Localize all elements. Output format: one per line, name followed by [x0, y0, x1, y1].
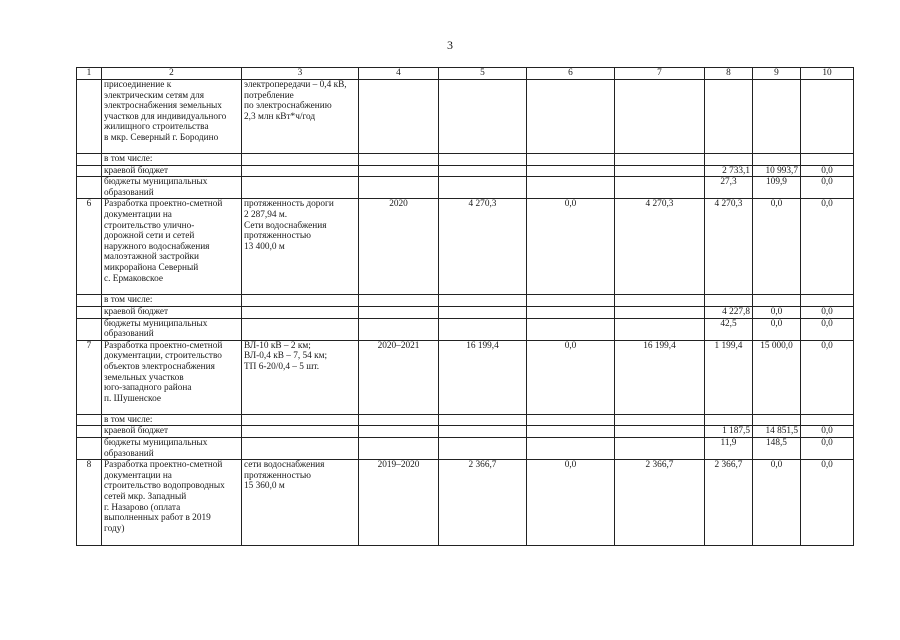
item-number: 6: [77, 199, 102, 295]
cell-value: 0,0: [801, 165, 854, 177]
table-row: [77, 165, 854, 177]
cell-value: 0,0: [801, 426, 854, 438]
cell-value: 4 270,3: [615, 199, 705, 295]
item-period: 2019–2020: [359, 460, 439, 546]
table-row: [77, 295, 854, 307]
cell-value: 14 851,5: [753, 426, 801, 438]
program-table: [76, 67, 854, 546]
col-number-2: 2: [102, 68, 242, 80]
table-row: [77, 340, 854, 414]
cell-value: 4 270,3: [439, 199, 527, 295]
col-number-4: 4: [359, 68, 439, 80]
col-number-5: 5: [439, 68, 527, 80]
table-row: [77, 437, 854, 459]
cell-value: 148,5: [753, 437, 801, 459]
cell-value: 0,0: [801, 306, 854, 318]
cell-value: 10 993,7: [753, 165, 801, 177]
table-row: [77, 154, 854, 166]
including-label: в том числе:: [102, 414, 242, 426]
cell-value: 0,0: [801, 177, 854, 199]
table-row: [77, 199, 854, 295]
cell-value: 11,9: [705, 437, 753, 459]
item-period: 2020: [359, 199, 439, 295]
budget-label: краевой бюджет: [102, 165, 242, 177]
table-row: [77, 177, 854, 199]
col-number-7: 7: [615, 68, 705, 80]
cell-value: 0,0: [527, 199, 615, 295]
budget-label: краевой бюджет: [102, 426, 242, 438]
cell-value: 0,0: [801, 318, 854, 340]
col-number-1: 1: [77, 68, 102, 80]
cell-value: 2 733,1: [705, 165, 753, 177]
cell-value: 1 187,5: [705, 426, 753, 438]
col-number-3: 3: [242, 68, 359, 80]
table-row: [77, 306, 854, 318]
including-label: в том числе:: [102, 154, 242, 166]
cell-value: 15 000,0: [753, 340, 801, 414]
column-number-row: [77, 68, 854, 80]
item-number: 8: [77, 460, 102, 546]
cell-value: 0,0: [527, 460, 615, 546]
item-parameters: сети водоснабжения протяженностью 15 360,0 м: [242, 460, 359, 546]
item-description: Разработка проектно-сметной документации на строительство улично- дорожной сети и сетей наружного водоснабжения малоэтажной застройки микрорайона Северный с. Ермаковское: [102, 199, 242, 295]
cell-value: 4 227,8: [705, 306, 753, 318]
col-number-9: 9: [753, 68, 801, 80]
cell-value: 0,0: [801, 340, 854, 414]
item-number: 7: [77, 340, 102, 414]
cell-value: 2 366,7: [615, 460, 705, 546]
item-parameters: ВЛ-10 кВ – 2 км; ВЛ-0,4 кВ – 7, 54 км; ТП 6-20/0,4 – 5 шт.: [242, 340, 359, 414]
col-number-8: 8: [705, 68, 753, 80]
cell-value: 2 366,7: [439, 460, 527, 546]
cell-value: 0,0: [801, 199, 854, 295]
cell-value: 0,0: [753, 306, 801, 318]
cell-value: 0,0: [753, 318, 801, 340]
table-row: [77, 318, 854, 340]
table-row: [77, 426, 854, 438]
cell-value: 16 199,4: [439, 340, 527, 414]
item-period: 2020–2021: [359, 340, 439, 414]
item-parameters: электропередачи – 0,4 кВ, потребление по электроснабжению 2,3 млн кВт*ч/год: [242, 80, 359, 154]
cell-value: 109,9: [753, 177, 801, 199]
table-row: [77, 414, 854, 426]
budget-label: краевой бюджет: [102, 306, 242, 318]
cell-value: 2 366,7: [705, 460, 753, 546]
cell-value: 0,0: [753, 460, 801, 546]
col-number-6: 6: [527, 68, 615, 80]
including-label: в том числе:: [102, 295, 242, 307]
cell-value: 27,3: [705, 177, 753, 199]
cell-value: 16 199,4: [615, 340, 705, 414]
cell-value: 1 199,4: [705, 340, 753, 414]
cell-value: 42,5: [705, 318, 753, 340]
item-description: Разработка проектно-сметной документации на строительство водопроводных сетей мкр. Западный г. Назарово (оплата выполненных работ в 2019 году): [102, 460, 242, 546]
cell-value: 0,0: [801, 460, 854, 546]
budget-label: бюджеты муниципальных образований: [102, 318, 242, 340]
budget-label: бюджеты муниципальных образований: [102, 177, 242, 199]
page-number: 3: [447, 38, 453, 52]
table-row: [77, 460, 854, 546]
cell-value: 0,0: [801, 437, 854, 459]
table-row: [77, 80, 854, 154]
cell-value: 4 270,3: [705, 199, 753, 295]
item-description: Разработка проектно-сметной документации, строительство объектов электроснабжения земельных участков юго-западного района п. Шушенское: [102, 340, 242, 414]
budget-label: бюджеты муниципальных образований: [102, 437, 242, 459]
item-parameters: протяженность дороги 2 287,94 м. Сети водоснабжения протяженностью 13 400,0 м: [242, 199, 359, 295]
item-description: присоединение к электрическим сетям для электроснабжения земельных участков для индивидуального жилищного строительства в мкр. Северный г. Бородино: [102, 80, 242, 154]
cell-value: 0,0: [527, 340, 615, 414]
cell-value: 0,0: [753, 199, 801, 295]
col-number-10: 10: [801, 68, 854, 80]
